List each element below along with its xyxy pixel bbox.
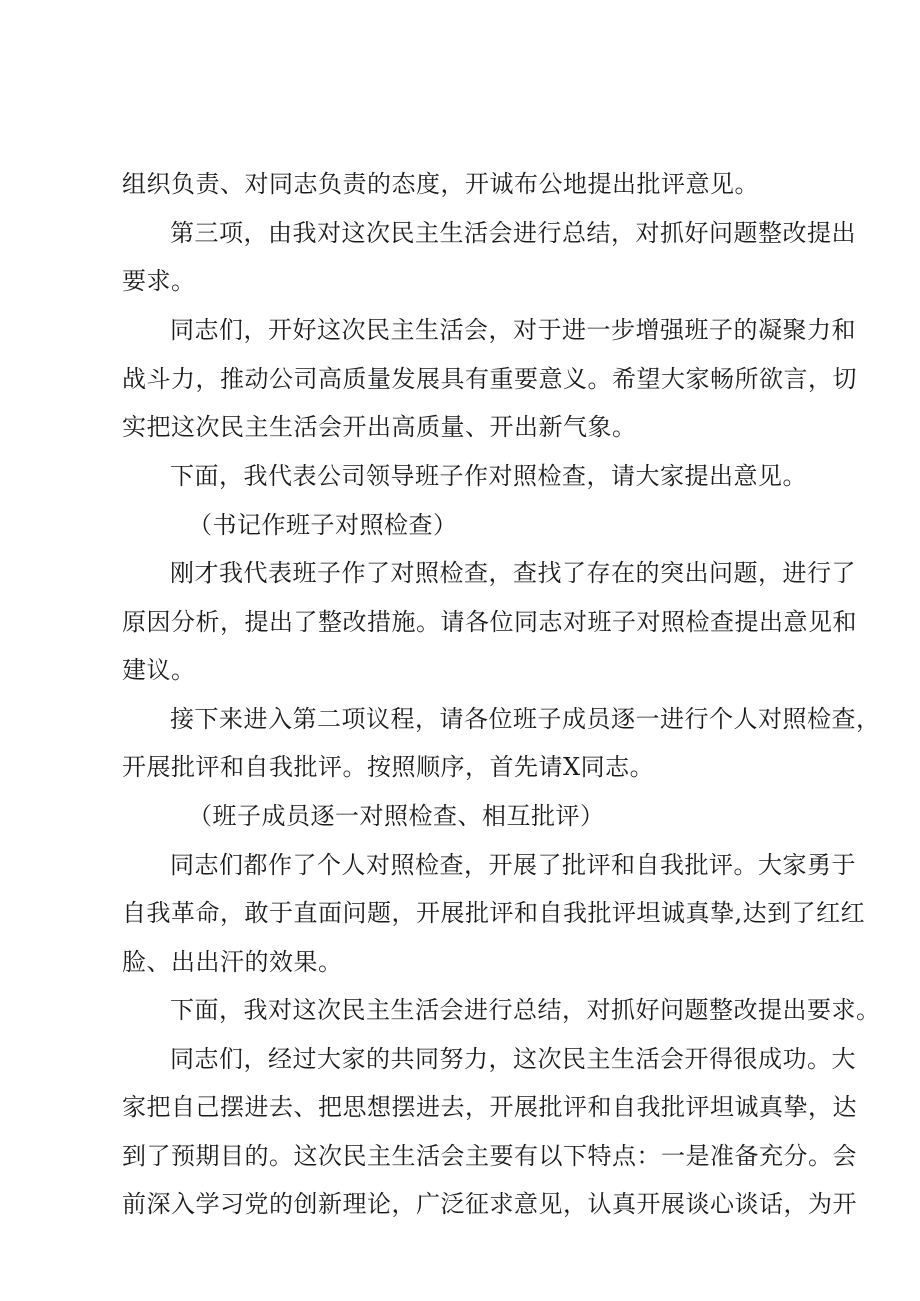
text-line: 自我革命，敢于直面问题，开展批评和自我批评坦诚真挚,达到了红红 xyxy=(122,899,866,927)
text-line: 建议。 xyxy=(122,656,196,684)
text-line: 组织负责、对同志负责的态度，开诚布公地提出批评意见。 xyxy=(122,170,759,198)
text-line: 前深入学习党的创新理论，广泛征求意见，认真开展谈心谈话，为开 xyxy=(122,1190,857,1218)
text-line: 脸、出出汗的效果。 xyxy=(122,948,343,976)
text-line: 同志们，经过大家的共同努力，这次民主生活会开得很成功。大 xyxy=(170,1045,856,1073)
text-line: 战斗力，推动公司高质量发展具有重要意义。希望大家畅所欲言，切 xyxy=(122,365,857,393)
text-line: 接下来进入第二项议程，请各位班子成员逐一进行个人对照检查， xyxy=(170,705,881,733)
text-line: 刚才我代表班子作了对照检查，查找了存在的突出问题，进行了 xyxy=(170,559,856,587)
text-line: 家把自己摆进去、把思想摆进去，开展批评和自我批评坦诚真挚，达 xyxy=(122,1093,857,1121)
text-line: 下面，我代表公司领导班子作对照检查，请大家提出意见。 xyxy=(170,462,807,490)
text-line: 到了预期目的。这次民主生活会主要有以下特点：一是准备充分。会 xyxy=(122,1142,857,1170)
text-line: 原因分析，提出了整改措施。请各位同志对班子对照检查提出意见和 xyxy=(122,608,857,636)
text-line: 同志们都作了个人对照检查，开展了批评和自我批评。大家勇于 xyxy=(170,851,856,879)
text-line: 开展批评和自我批评。按照顺序，首先请X同志。 xyxy=(122,753,655,781)
text-line: 下面，我对这次民主生活会进行总结，对抓好问题整改提出要求。 xyxy=(170,996,881,1024)
text-line: 同志们，开好这次民主生活会，对于进一步增强班子的凝聚力和 xyxy=(170,316,856,344)
text-line: 要求。 xyxy=(122,267,196,295)
text-line: 第三项，由我对这次民主生活会进行总结，对抓好问题整改提出 xyxy=(170,219,856,247)
text-line: 实把这次民主生活会开出高质量、开出新气象。 xyxy=(122,413,637,441)
stage-direction: （班子成员逐一对照检查、相互批评） xyxy=(188,802,605,830)
stage-direction: （书记作班子对照检查） xyxy=(188,511,458,539)
